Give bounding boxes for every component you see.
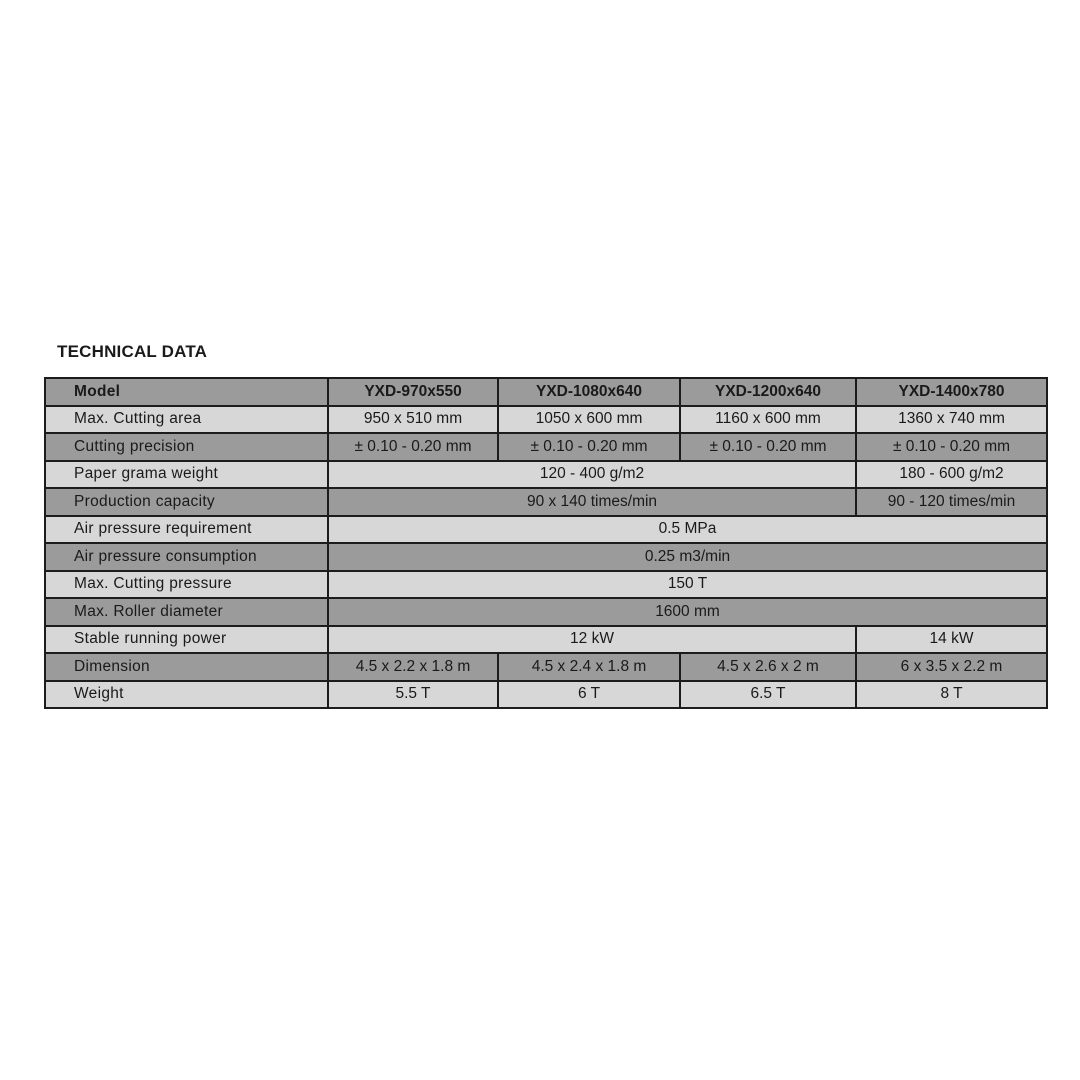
- table-cell: 1600 mm: [328, 598, 1047, 626]
- table-row: [45, 461, 1047, 489]
- section-title: TECHNICAL DATA: [57, 342, 208, 361]
- table-cell: 5.5 T: [328, 681, 498, 709]
- table-cell: 1160 x 600 mm: [680, 406, 856, 434]
- table-cell: ± 0.10 - 0.20 mm: [856, 433, 1047, 461]
- row-label: Cutting precision: [45, 433, 328, 461]
- table-cell: ± 0.10 - 0.20 mm: [680, 433, 856, 461]
- row-label: Paper grama weight: [45, 461, 328, 489]
- table-row: [45, 681, 1047, 709]
- table-cell: 6 x 3.5 x 2.2 m: [856, 653, 1047, 681]
- table-row: [45, 406, 1047, 434]
- header-label: Model: [45, 378, 328, 406]
- table-cell: 950 x 510 mm: [328, 406, 498, 434]
- table-cell: 4.5 x 2.4 x 1.8 m: [498, 653, 680, 681]
- model-header: YXD-970x550: [328, 378, 498, 406]
- table-row: [45, 598, 1047, 626]
- table-row: [45, 626, 1047, 654]
- table-cell: ± 0.10 - 0.20 mm: [498, 433, 680, 461]
- row-label: Weight: [45, 681, 328, 709]
- row-label: Air pressure requirement: [45, 516, 328, 544]
- row-label: Max. Cutting pressure: [45, 571, 328, 599]
- row-label: Max. Roller diameter: [45, 598, 328, 626]
- table-row: [45, 543, 1047, 571]
- table-cell: 6 T: [498, 681, 680, 709]
- table-row: [45, 571, 1047, 599]
- table-cell: 120 - 400 g/m2: [328, 461, 856, 489]
- table-cell: 4.5 x 2.2 x 1.8 m: [328, 653, 498, 681]
- table-cell: 1050 x 600 mm: [498, 406, 680, 434]
- row-label: Air pressure consumption: [45, 543, 328, 571]
- table-row: [45, 653, 1047, 681]
- table-cell: 150 T: [328, 571, 1047, 599]
- table-cell: 1360 x 740 mm: [856, 406, 1047, 434]
- technical-data-table: [44, 377, 1048, 709]
- row-label: Max. Cutting area: [45, 406, 328, 434]
- table-cell: 8 T: [856, 681, 1047, 709]
- table-cell: ± 0.10 - 0.20 mm: [328, 433, 498, 461]
- model-header: YXD-1200x640: [680, 378, 856, 406]
- model-header: YXD-1080x640: [498, 378, 680, 406]
- table-row: [45, 488, 1047, 516]
- table-cell: 0.25 m3/min: [328, 543, 1047, 571]
- table-row: [45, 433, 1047, 461]
- table-cell: 90 x 140 times/min: [328, 488, 856, 516]
- table-row: [45, 516, 1047, 544]
- model-header: YXD-1400x780: [856, 378, 1047, 406]
- table-cell: 0.5 MPa: [328, 516, 1047, 544]
- row-label: Dimension: [45, 653, 328, 681]
- table-cell: 90 - 120 times/min: [856, 488, 1047, 516]
- table-cell: 14 kW: [856, 626, 1047, 654]
- row-label: Production capacity: [45, 488, 328, 516]
- table-cell: 6.5 T: [680, 681, 856, 709]
- table-header-row: [45, 378, 1047, 406]
- table-cell: 12 kW: [328, 626, 856, 654]
- table-cell: 180 - 600 g/m2: [856, 461, 1047, 489]
- row-label: Stable running power: [45, 626, 328, 654]
- table-cell: 4.5 x 2.6 x 2 m: [680, 653, 856, 681]
